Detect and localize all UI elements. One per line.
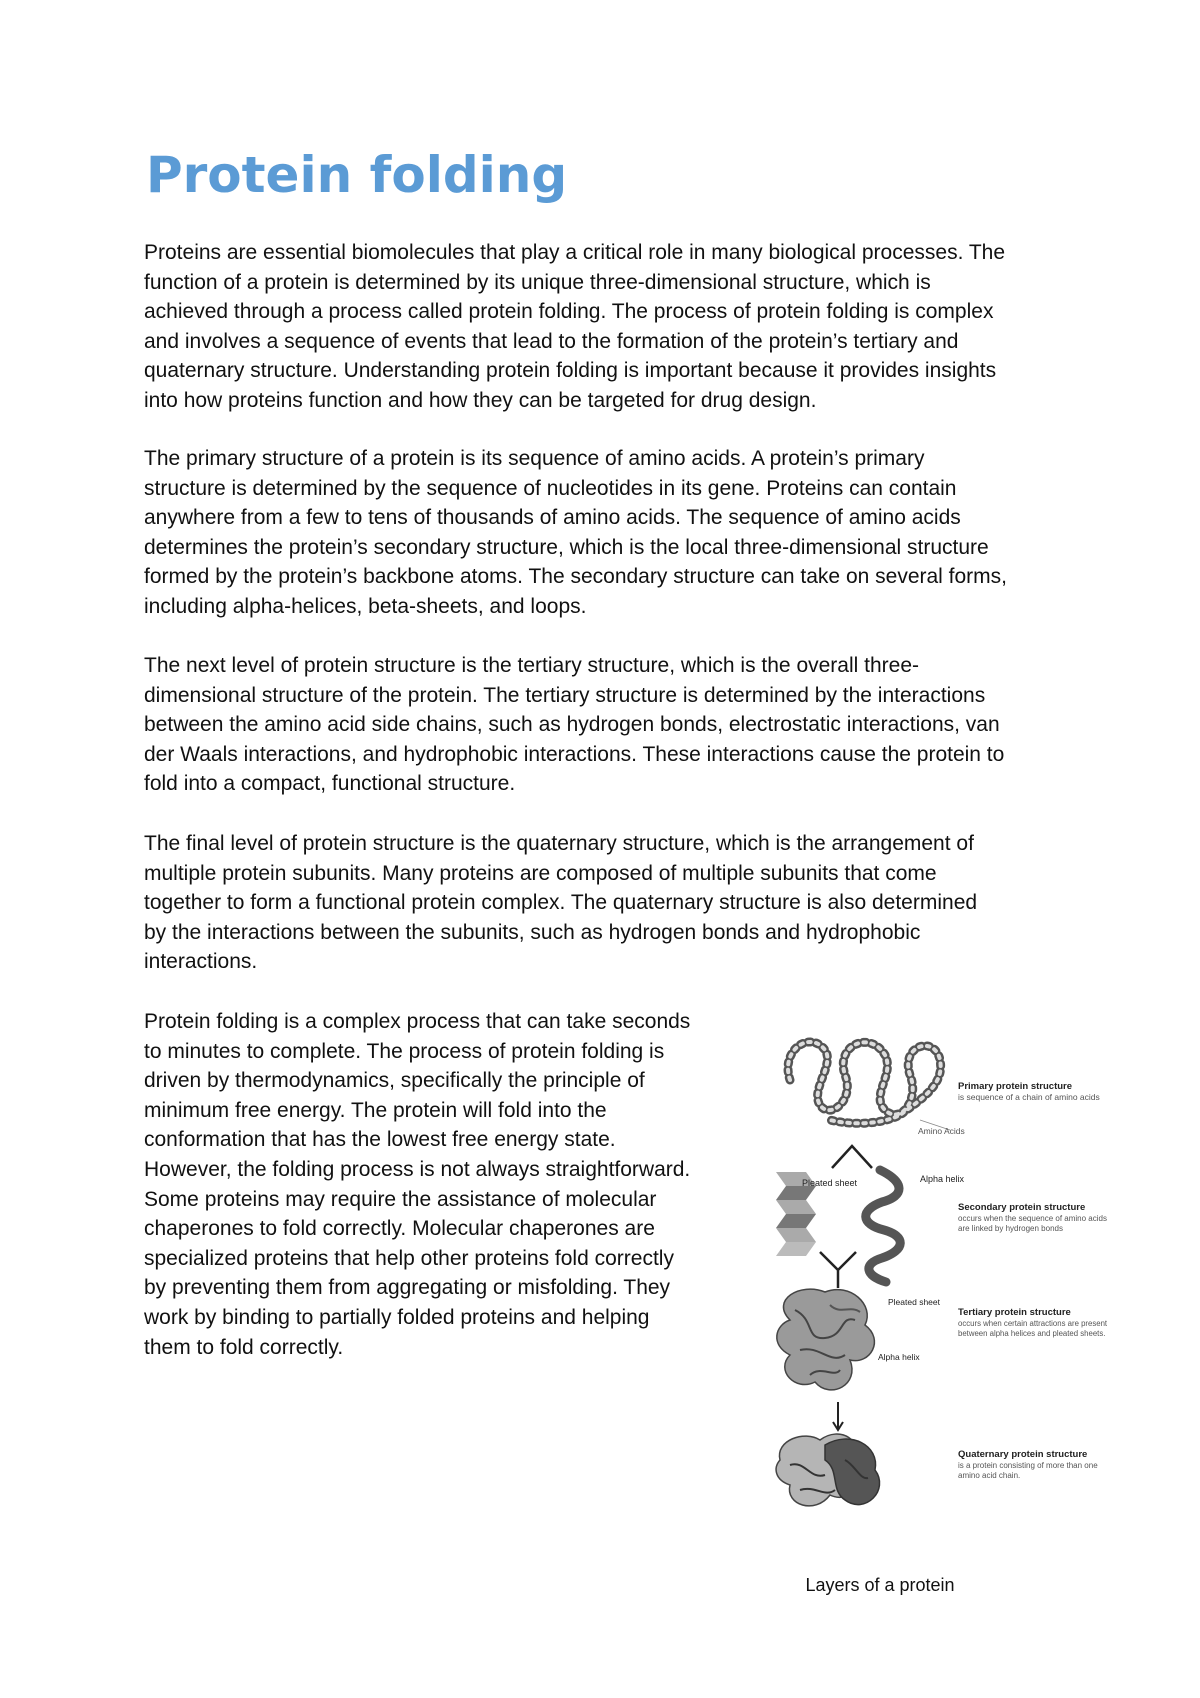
tertiary-structure-desc: occurs when certain attractions are present — [958, 1319, 1108, 1328]
text-line: interactions. — [144, 950, 258, 974]
primary-structure-desc: is sequence of a chain of amino acids — [958, 1092, 1100, 1102]
text-line: chaperones to fold correctly. Molecular chaperones are — [144, 1217, 655, 1241]
text-line: The primary structure of a protein is its sequence of amino acids. A protein’s primary — [144, 447, 925, 470]
tertiary-structure-illustration — [777, 1289, 875, 1390]
text-line: structure is determined by the sequence of nucleotides in its gene. Proteins can contain — [144, 476, 957, 500]
text-line: quaternary structure. Understanding protein folding is important because it provides insights — [144, 359, 997, 383]
text-line: achieved through a process called protein folding. The process of protein folding is complex — [144, 300, 994, 324]
amino-acids-label: Amino Acids — [918, 1126, 965, 1136]
text-line: including alpha-helices, beta-sheets, and loops. — [144, 594, 587, 618]
text-line: into how proteins function and how they can be targeted for drug design. — [144, 388, 817, 412]
text-line: fold into a compact, functional structure. — [144, 772, 516, 796]
quaternary-structure-title: Quaternary protein structure — [958, 1449, 1088, 1460]
text-line: However, the folding process is not always straightforward. — [144, 1157, 691, 1181]
paragraph-intro — [144, 238, 1005, 416]
tertiary-alpha-helix-label: Alpha helix — [878, 1352, 920, 1362]
text-line: and involves a sequence of events that lead to the formation of the protein’s tertiary and — [144, 329, 959, 353]
alpha-helix-illustration — [866, 1170, 901, 1282]
quaternary-structure-desc: is a protein consisting of more than one — [958, 1461, 1098, 1470]
text-line: determines the protein’s secondary structure, which is the local three-dimensional structure — [144, 535, 989, 559]
text-line: der Waals interactions, and hydrophobic interactions. These interactions cause the protein to — [144, 742, 1005, 766]
text-line: them to fold correctly. — [144, 1335, 344, 1359]
protein-structure-figure — [770, 1020, 1150, 1540]
text-line: by preventing them from aggregating or misfolding. They — [144, 1276, 671, 1300]
text-line: formed by the protein’s backbone atoms. The secondary structure can take on several forms, — [144, 565, 1007, 589]
primary-structure-title: Primary protein structure — [958, 1081, 1073, 1092]
secondary-structure-desc: occurs when the sequence of amino acids — [958, 1214, 1107, 1223]
amino-acid-chain-illustration — [788, 1042, 941, 1123]
figure-caption: Layers of a protein — [805, 1575, 955, 1595]
text-line: The final level of protein structure is the quaternary structure, which is the arrangement of — [144, 832, 974, 855]
text-line: conformation that has the lowest free energy state. — [144, 1128, 616, 1152]
text-line: by the interactions between the subunits, such as hydrogen bonds and hydrophobic — [144, 920, 921, 944]
pleated-sheet-label: Pleated sheet — [802, 1178, 858, 1188]
secondary-structure-desc: are linked by hydrogen bonds — [958, 1224, 1063, 1233]
text-line: Proteins are essential biomolecules that play a critical role in many biological processes. The — [144, 241, 1006, 264]
text-line: anywhere from a few to tens of thousands of amino acids. The sequence of amino acids — [144, 506, 961, 530]
text-line: The next level of protein structure is the tertiary structure, which is the overall three- — [144, 654, 920, 677]
text-line: between the amino acid side chains, such as hydrogen bonds, electrostatic interactions, van — [144, 713, 1000, 737]
paragraph-tertiary-structure — [144, 651, 1004, 799]
alpha-helix-label: Alpha helix — [920, 1174, 965, 1184]
text-line: function of a protein is determined by its unique three-dimensional structure, which is — [144, 270, 931, 294]
paragraph-quaternary-structure — [144, 829, 977, 977]
text-line: driven by thermodynamics, specifically the principle of — [144, 1069, 645, 1093]
text-line: Some proteins may require the assistance of molecular — [144, 1187, 657, 1211]
text-line: to minutes to complete. The process of protein folding is — [144, 1039, 665, 1063]
text-line: Protein folding is a complex process that can take seconds — [144, 1010, 691, 1033]
split-arrow-icon — [832, 1146, 872, 1168]
quaternary-structure-desc: amino acid chain. — [958, 1471, 1021, 1480]
text-line: together to form a functional protein complex. The quaternary structure is also determined — [144, 891, 978, 915]
tertiary-structure-title: Tertiary protein structure — [958, 1307, 1071, 1318]
text-line: multiple protein subunits. Many proteins are composed of multiple subunits that come — [144, 861, 937, 885]
text-line: work by binding to partially folded proteins and helping — [144, 1305, 650, 1329]
paragraph-primary-structure — [144, 444, 1007, 622]
page-title: Protein folding — [146, 146, 568, 204]
secondary-structure-title: Secondary protein structure — [958, 1202, 1086, 1213]
text-line: minimum free energy. The protein will fold into the — [144, 1098, 607, 1122]
tertiary-pleated-sheet-label: Pleated sheet — [888, 1297, 940, 1307]
text-line: specialized proteins that help other proteins fold correctly — [144, 1246, 674, 1270]
merge-arrow-icon — [820, 1252, 856, 1288]
quaternary-structure-illustration — [776, 1434, 879, 1506]
text-line: dimensional structure of the protein. The tertiary structure is determined by the interactions — [144, 683, 986, 707]
tertiary-structure-desc: between alpha helices and pleated sheets. — [958, 1329, 1106, 1338]
paragraph-folding-process — [144, 1007, 690, 1362]
